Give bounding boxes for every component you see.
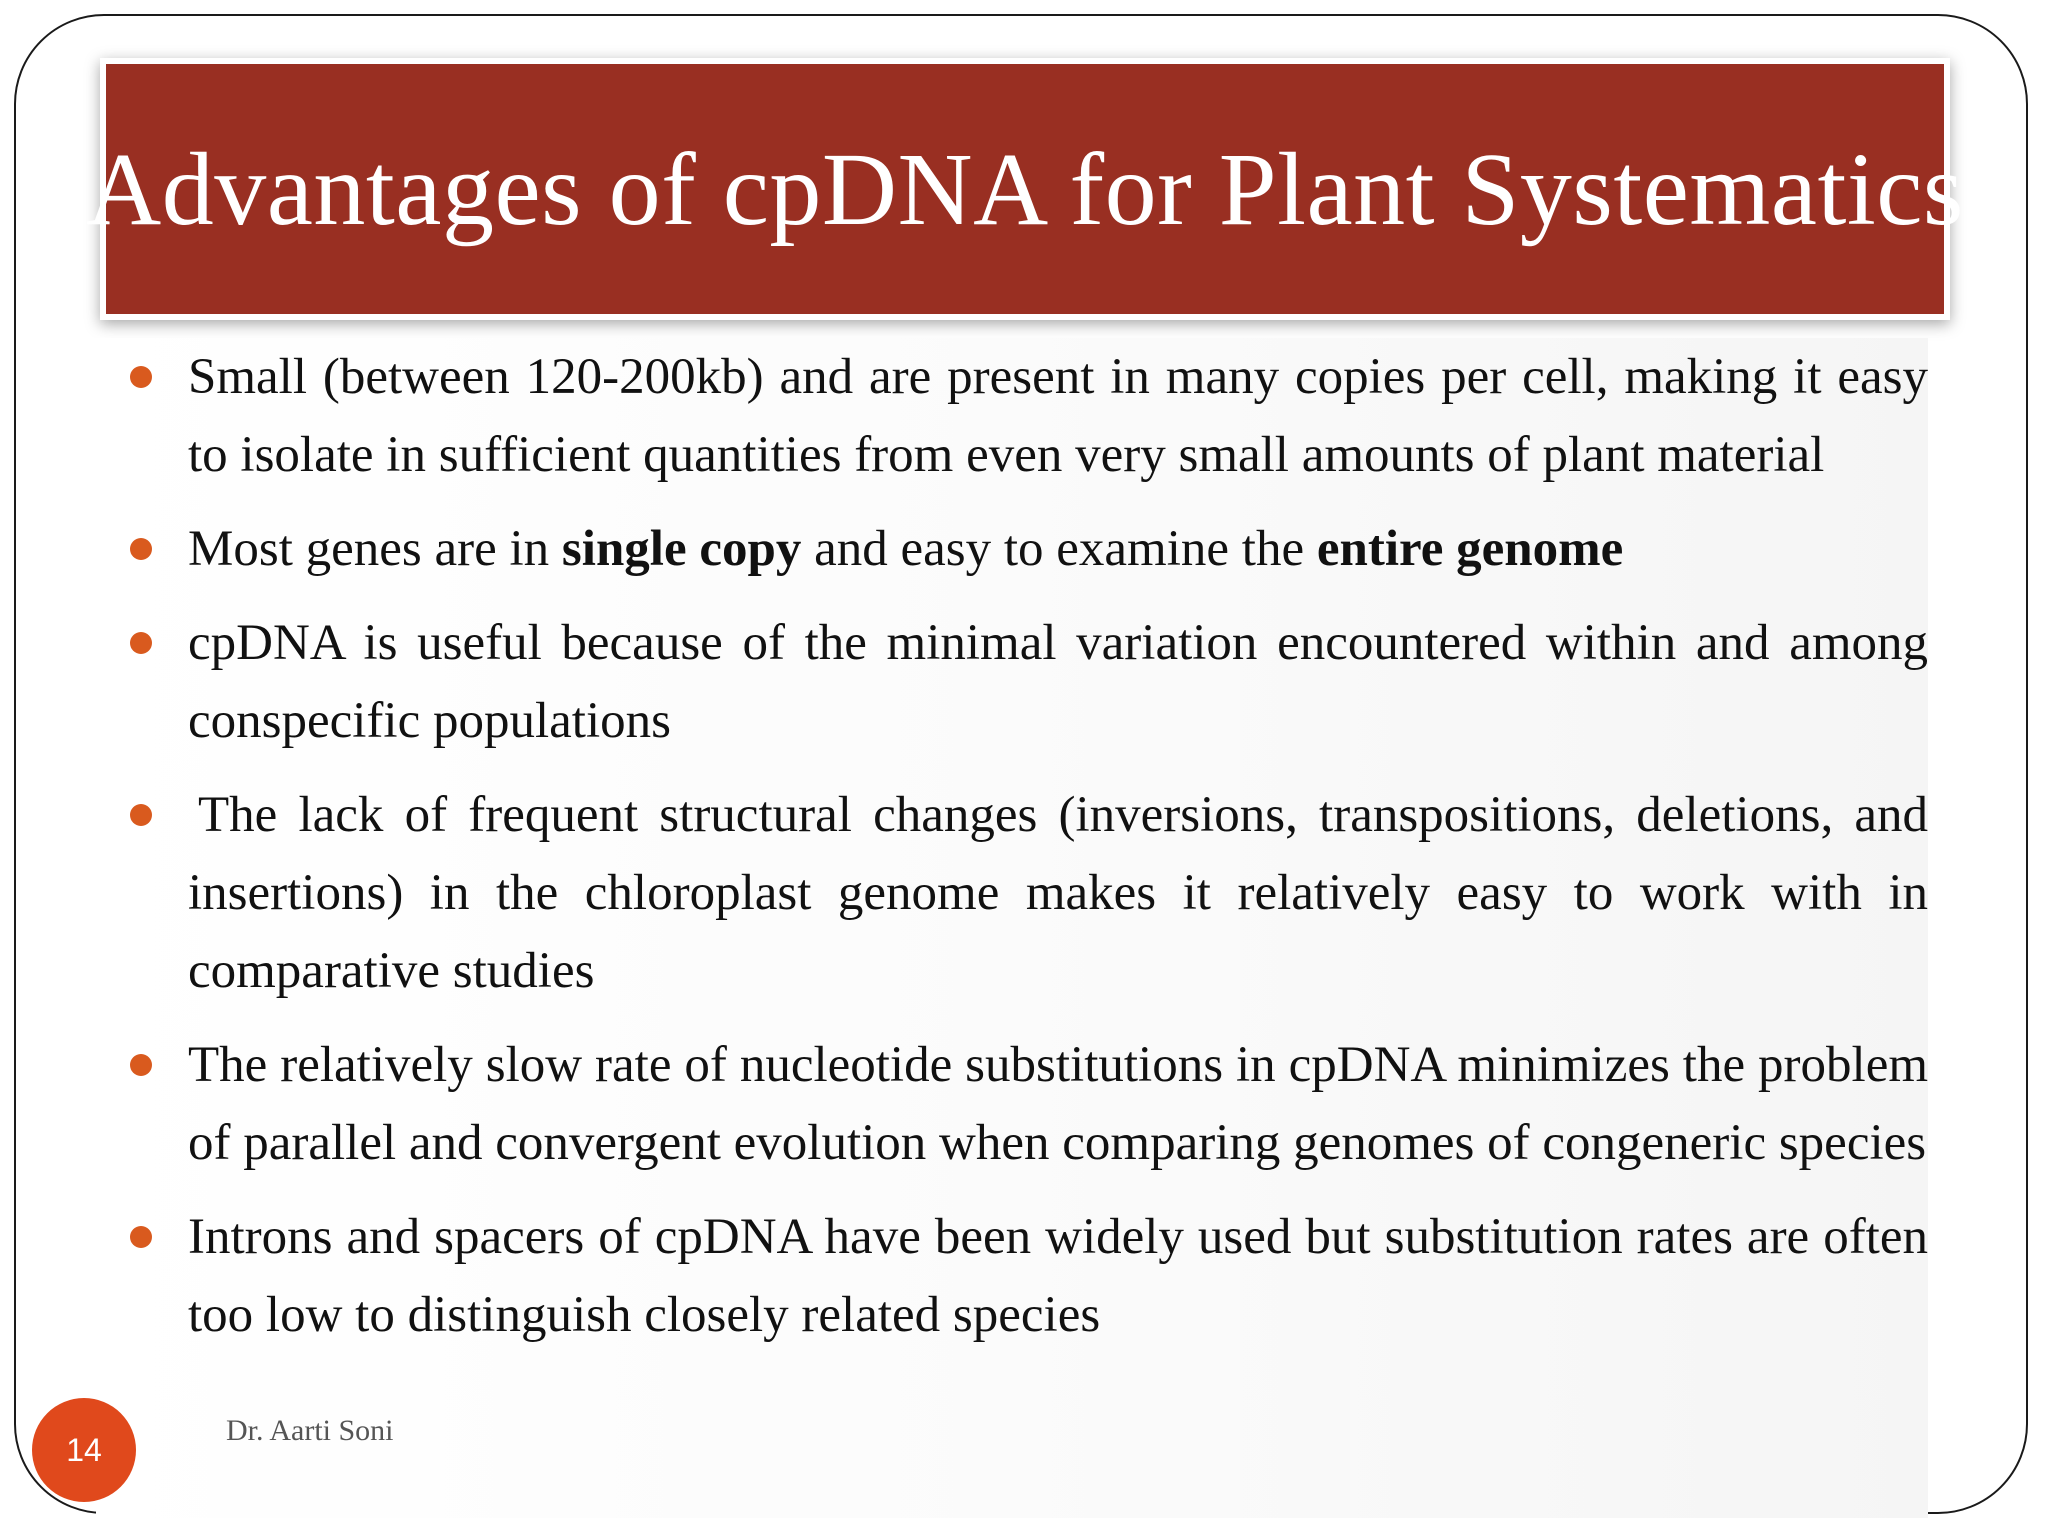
- bullet-dot-icon: [130, 1054, 152, 1076]
- bullet-text-bold: entire genome: [1316, 521, 1624, 577]
- bullet-text-part: and easy to examine the: [801, 521, 1317, 577]
- bullet-item: [96, 1198, 1928, 1354]
- bullet-text: Introns and spacers of cpDNA have been widely used but substitution rates are often too low to distinguish closely related species: [188, 1209, 1928, 1343]
- bullet-text: [188, 510, 1928, 588]
- bullet-dot-icon: [130, 804, 152, 826]
- bullet-text: Small (between 120-200kb) and are present in many copies per cell, making it easy to isolate in sufficient quantities from even very small amounts of plant material: [188, 349, 1928, 483]
- bullet-item: [96, 510, 1928, 588]
- bullet-dot-icon: [130, 632, 152, 654]
- bullet-dot-icon: [130, 538, 152, 560]
- bullet-text-part: Most genes are in: [188, 521, 562, 577]
- bullet-item: [96, 1026, 1928, 1182]
- bullet-text-bold: single copy: [561, 521, 802, 577]
- bullet-item: [96, 338, 1928, 494]
- bullet-dot-icon: [130, 1226, 152, 1248]
- bullet-text: cpDNA is useful because of the minimal variation encountered within and among conspecific populations: [188, 615, 1928, 749]
- author-footer: Dr. Aarti Soni: [226, 1414, 394, 1447]
- bullet-item: [96, 604, 1928, 760]
- slide-title: Advantages of cpDNA for Plant Systematics: [86, 131, 1964, 247]
- bullet-dot-icon: [130, 366, 152, 388]
- bullet-list: [96, 338, 1928, 1354]
- title-bar: [86, 64, 1964, 314]
- bullet-item: [96, 776, 1928, 1010]
- page-number-badge: 14: [32, 1398, 136, 1502]
- bullet-text: The relatively slow rate of nucleotide substitutions in cpDNA minimizes the problem of parallel and convergent evolution when comparing genomes of congeneric species: [188, 1037, 1928, 1171]
- bullet-text: The lack of frequent structural changes (inversions, transpositions, deletions, and insertions) in the chloroplast genome makes it relatively easy to work with in comparative studies: [188, 787, 1928, 999]
- content-area: [96, 338, 1928, 1518]
